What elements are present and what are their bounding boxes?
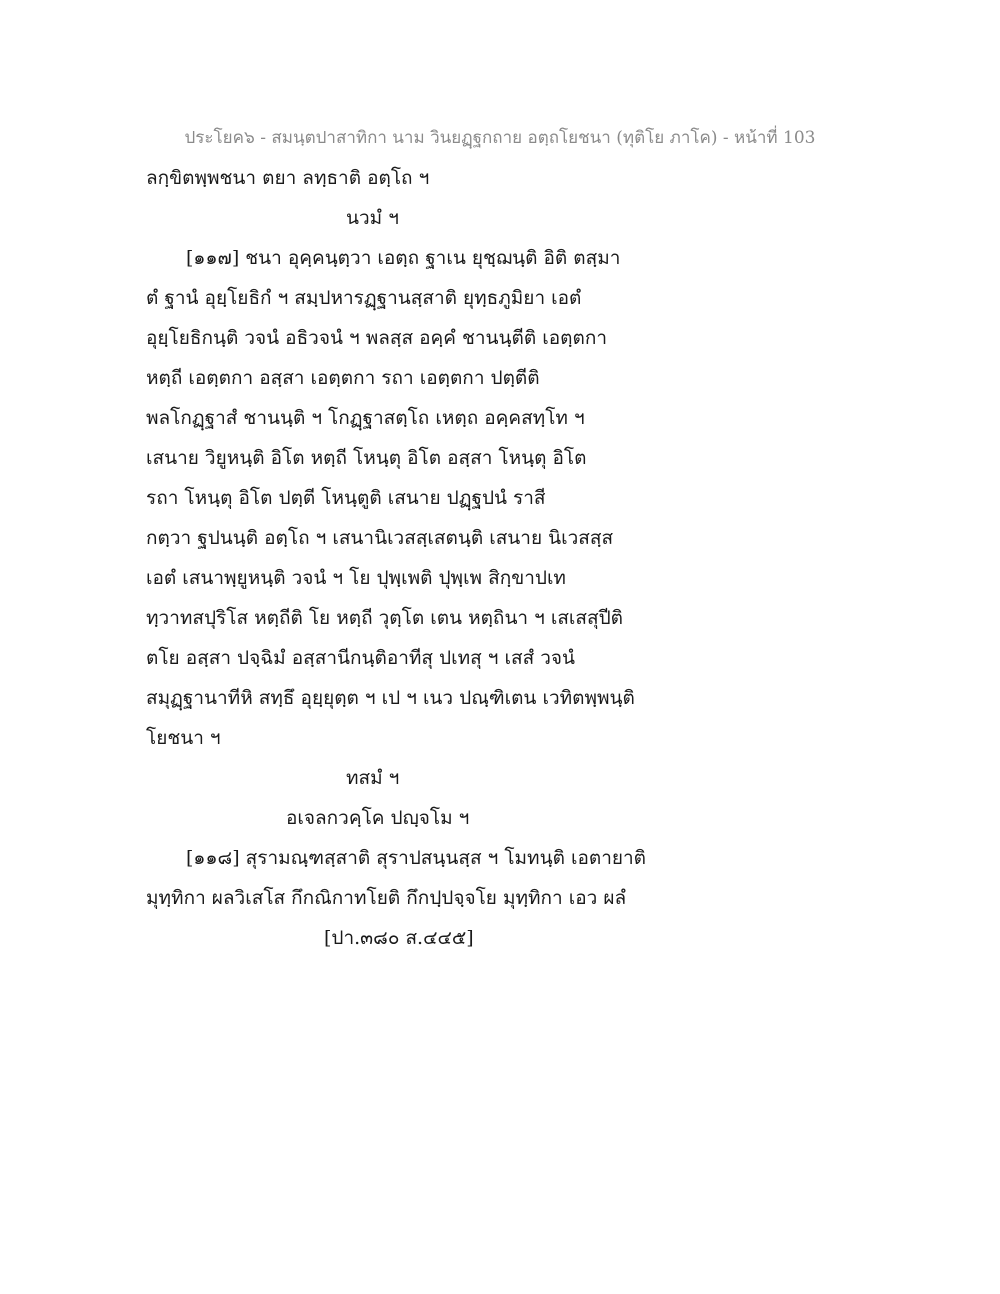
paragraph-start: [๑๑๗] ชนา อุคฺคนฺตฺวา เอตฺถ ฐาเน ยุชฺฌนฺติ อิติ ตสฺมา (186, 247, 621, 269)
text-line: ตโย อสฺสา ปจฺฉิมํ อสฺสานีกนฺติอาทีสุ ปเทสุ ฯ เสสํ วจนํ (146, 647, 576, 669)
page-reference: [ปา.๓๘๐ ส.๔๔๕] (324, 927, 474, 949)
text-line: เอตํ เสนาพฺยูหนฺติ วจนํ ฯ โย ปุพฺเพติ ปุพฺเพ สิกฺขาปเท (146, 567, 566, 589)
text-line: ทฺวาทสปุริโส หตฺถีติ โย หตฺถี วุตฺโต เตน หตฺถินา ฯ เสเสสุปีติ (146, 607, 624, 629)
text-line: เสนาย วิยูหนฺติ อิโต หตฺถี โหนฺตุ อิโต อสฺสา โหนฺตุ อิโต (146, 447, 587, 469)
chapter-heading: อเจลกวคฺโค ปญฺจโม ฯ (286, 807, 470, 829)
text-line: อุยฺโยธิกนฺติ วจนํ อธิวจนํ ฯ พลสฺส อคฺคํ ชานนฺตีติ เอตฺตกา (146, 327, 608, 349)
section-heading: ทสมํ ฯ (346, 767, 400, 789)
text-line: พลโกฏฺฐาสํ ชานนฺติ ฯ โกฏฺฐาสตฺโถ เหตฺถ อคฺคสทฺโท ฯ (146, 407, 585, 429)
body-text (146, 158, 866, 958)
text-line: กตฺวา ฐปนนฺติ อตฺโถ ฯ เสนานิเวสสฺเสตนฺติ เสนาย นิเวสสฺส (146, 527, 614, 549)
section-heading: นวมํ ฯ (346, 207, 399, 229)
text-line: รถา โหนฺตุ อิโต ปตฺตี โหนฺตูติ เสนาย ปฏฺฐปนํ ราสี (146, 487, 546, 509)
text-line: สมุฏฺฐานาทีหิ สทฺธึ อุยฺยุตฺต ฯ เป ฯ เนว ปณฺฑิเตน เวทิตพฺพนฺติ (146, 687, 635, 709)
text-line: มุทฺทิกา ผลวิเสโส กึกณิกาทโยติ กึกปฺปจฺจโย มุทฺทิกา เอว ผลํ (146, 887, 627, 909)
text-line: โยชนา ฯ (146, 727, 221, 749)
text-line: ลกฺขิตพฺพชนา ตยา ลทฺธาติ อตฺโถ ฯ (146, 167, 430, 189)
page-header: ประโยค๖ - สมนฺตปาสาทิกา นาม วินยฏฺฐกถาย อตฺถโยชนา (ทุติโย ภาโค) - หน้าที่ 103 (184, 128, 816, 148)
paragraph-start: [๑๑๘] สุรามณฺฑสฺสาติ สุราปสนฺนสฺส ฯ โมทนฺติ เอตายาติ (186, 847, 646, 869)
text-line: ตํ ฐานํ อุยฺโยธิกํ ฯ สมฺปหารฏฺฐานสฺสาติ ยุทฺธภูมิยา เอตํ (146, 287, 582, 309)
text-line: หตฺถี เอตฺตกา อสฺสา เอตฺตกา รถา เอตฺตกา ปตฺตีติ (146, 367, 540, 389)
